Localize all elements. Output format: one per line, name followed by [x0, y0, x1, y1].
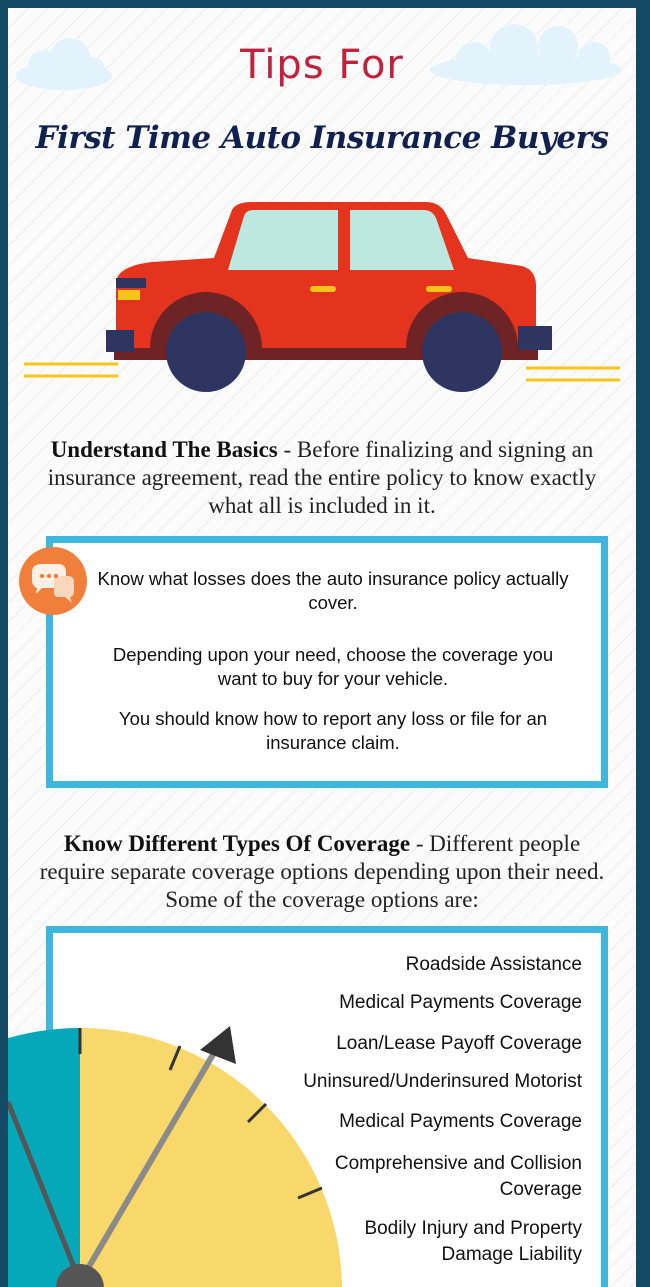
chat-bubbles-icon — [18, 546, 88, 616]
coverage-item: Roadside Assistance — [405, 954, 582, 975]
page-title: First Time Auto Insurance Buyers — [35, 120, 609, 156]
understand-basics-text — [38, 436, 606, 520]
infographic-panel — [8, 8, 636, 1287]
tip-item: Know what losses does the auto insurance policy actually cover. — [97, 568, 569, 613]
understand-basics-body: - Before finalizing and signing an insurance agreement, read the entire policy to know exactly what all is included in it. — [47, 437, 597, 518]
coverage-types-heading: Know Different Types Of Coverage — [63, 831, 411, 856]
tip-item: You should know how to report any loss or file for an insurance claim. — [118, 708, 548, 753]
coverage-item: Uninsured/Underinsured Motorist — [303, 1071, 582, 1092]
car-icon — [22, 196, 622, 396]
speedometer-gauge-icon — [8, 1020, 360, 1287]
tip-item: Depending upon your need, choose the coverage you want to buy for your vehicle. — [112, 644, 554, 689]
coverage-item: Comprehensive and Collision Coverage — [334, 1153, 582, 1200]
coverage-item: Bodily Injury and Property Damage Liability — [364, 1218, 582, 1265]
coverage-item: Medical Payments Coverage — [339, 992, 582, 1013]
coverage-item: Loan/Lease Payoff Coverage — [336, 1033, 582, 1054]
title-tips-for: Tips For — [240, 42, 404, 88]
coverage-types-body: - Different people require separate coverage options depending upon their need. Some of the coverage options are: — [39, 831, 605, 912]
tips-box — [46, 536, 608, 788]
understand-basics-heading: Understand The Basics — [50, 437, 278, 462]
coverage-types-text — [38, 830, 606, 914]
coverage-item: Medical Payments Coverage — [339, 1111, 582, 1132]
